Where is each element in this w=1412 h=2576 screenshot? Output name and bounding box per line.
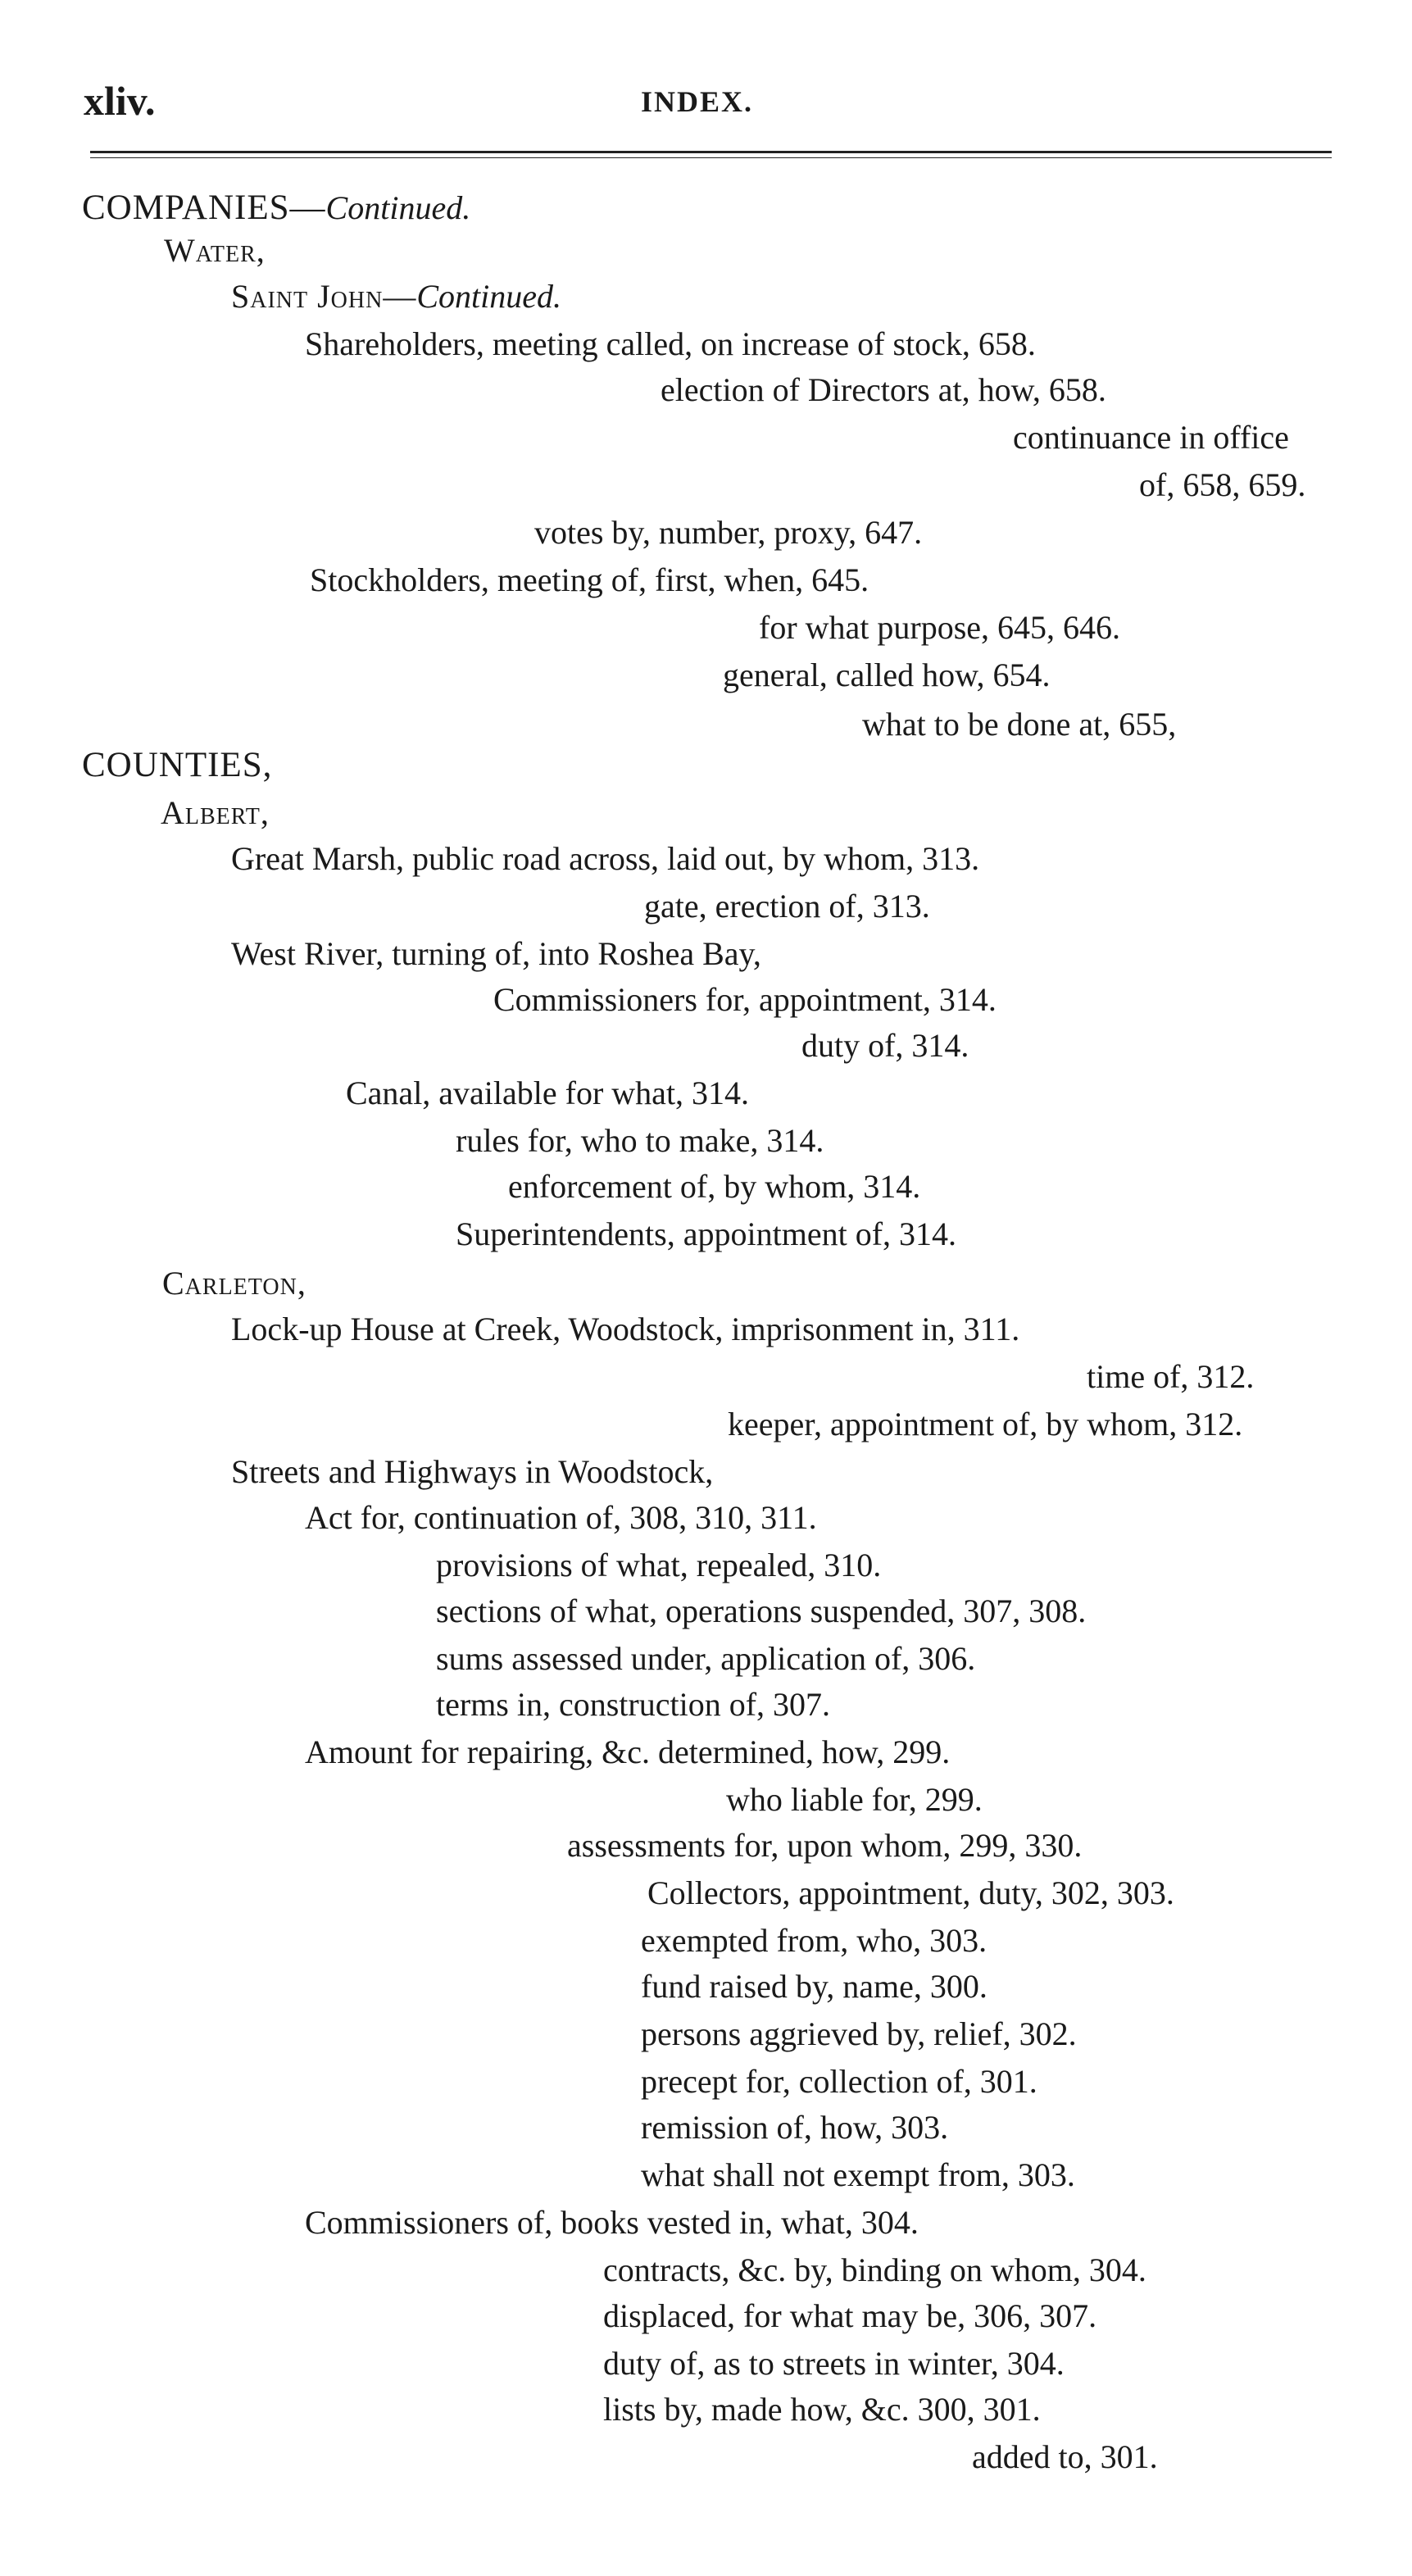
index-entry <box>534 516 922 549</box>
index-entry-text: assessments for, upon whom, 299, 330. <box>567 1827 1083 1864</box>
index-entry <box>436 1549 881 1582</box>
index-entry <box>436 1642 975 1675</box>
index-entry-text: terms in, construction of, 307. <box>436 1686 831 1723</box>
index-entry <box>82 747 272 783</box>
index-entry <box>603 2297 1097 2334</box>
index-entry <box>305 1499 817 1536</box>
index-entry <box>346 1074 750 1111</box>
index-entry-text: Collectors, appointment, duty, 302, 303. <box>647 1874 1174 1911</box>
index-entry <box>305 325 1036 362</box>
index-entry-text: time of, 312. <box>1087 1358 1255 1395</box>
index-entry-text: Shareholders, meeting called, on increase of stock, 658. <box>305 325 1036 362</box>
index-entry-text: duty of, 314. <box>801 1027 969 1064</box>
index-entry-text: lists by, made how, &c. 300, 301. <box>603 2391 1041 2428</box>
index-cont-text: Continued. <box>416 278 562 315</box>
index-entry <box>231 935 761 972</box>
index-entry-text: of, 658, 659. <box>1139 466 1306 503</box>
index-cont-text: Continued. <box>325 189 471 226</box>
index-entry <box>641 1924 987 1957</box>
index-entry-text: Amount for repairing, &c. determined, how, 299. <box>305 1733 951 1770</box>
index-entry <box>161 794 270 831</box>
index-smallcaps-text: Carleton, <box>162 1265 306 1302</box>
header-rule <box>90 151 1332 153</box>
index-entry <box>436 1592 1087 1629</box>
index-entry <box>164 234 266 267</box>
index-heading-text: COMPANIES— <box>82 189 326 227</box>
index-entry <box>1013 421 1289 454</box>
index-entry-text: fund raised by, name, 300. <box>641 1968 987 2005</box>
index-entry <box>862 708 1176 741</box>
index-entry-text: remission of, how, 303. <box>641 2109 949 2146</box>
index-entry-text: displaced, for what may be, 306, 307. <box>603 2297 1097 2334</box>
index-entry <box>456 1215 957 1252</box>
index-entry-text: added to, 301. <box>972 2438 1158 2475</box>
index-entry <box>801 1029 969 1062</box>
header-rule-thin <box>90 157 1332 158</box>
index-entry <box>305 2206 919 2239</box>
index-entry <box>759 611 1120 644</box>
index-entry-text: sums assessed under, application of, 306. <box>436 1640 976 1677</box>
index-entry <box>1139 466 1306 503</box>
index-entry-text: Lock-up House at Creek, Woodstock, imprisonment in, 311. <box>231 1311 1020 1347</box>
index-entry-text: what to be done at, 655, <box>862 706 1177 743</box>
index-entry-text: votes by, number, proxy, 647. <box>534 514 923 551</box>
index-entry <box>641 2015 1077 2052</box>
index-entry-text: provisions of what, repealed, 310. <box>436 1547 882 1583</box>
index-entry <box>641 1970 987 2003</box>
index-heading-text: COUNTIES, <box>82 746 273 784</box>
index-entry <box>641 2065 1037 2098</box>
index-entry <box>310 561 869 598</box>
index-entry <box>641 2156 1075 2193</box>
index-entry <box>647 1874 1174 1911</box>
index-entry-text: sections of what, operations suspended, 307, 308. <box>436 1592 1087 1629</box>
index-entry <box>231 1313 1019 1346</box>
index-entry-text: Commissioners of, books vested in, what, 304. <box>305 2204 919 2241</box>
index-entry <box>508 1170 920 1203</box>
index-entry-text: Canal, available for what, 314. <box>346 1074 750 1111</box>
index-entry-text: Stockholders, meeting of, first, when, 645. <box>310 561 869 598</box>
index-entry-text: for what purpose, 645, 646. <box>759 609 1121 646</box>
index-entry <box>231 280 561 313</box>
index-entry <box>305 1733 951 1770</box>
index-entry-text: exempted from, who, 303. <box>641 1922 987 1959</box>
index-entry <box>82 190 470 225</box>
index-entry-text: what shall not exempt from, 303. <box>641 2156 1075 2193</box>
index-smallcaps-text: Albert, <box>161 794 270 831</box>
index-entry-text: duty of, as to streets in winter, 304. <box>603 2345 1065 2382</box>
index-entry <box>162 1267 306 1300</box>
index-entry-text: Act for, continuation of, 308, 310, 311. <box>305 1499 817 1536</box>
index-entry <box>723 656 1051 693</box>
index-entry <box>456 1124 824 1157</box>
index-entry <box>972 2438 1158 2475</box>
index-entry <box>436 1688 830 1721</box>
index-entry-text: West River, turning of, into Roshea Bay, <box>231 935 761 972</box>
index-entry <box>603 2393 1041 2426</box>
index-smallcaps-text: Water, <box>164 232 266 269</box>
index-entry <box>728 1408 1242 1441</box>
index-entry <box>1087 1358 1255 1395</box>
index-entry <box>603 2347 1065 2380</box>
index-entry-text: Commissioners for, appointment, 314. <box>493 981 997 1018</box>
index-entry <box>231 1453 714 1490</box>
index-entry-text: general, called how, 654. <box>723 656 1051 693</box>
index-entry-text: rules for, who to make, 314. <box>456 1122 824 1159</box>
index-entry-text: Great Marsh, public road across, laid out, by whom, 313. <box>231 840 980 877</box>
index-entry-text: gate, erection of, 313. <box>644 888 930 925</box>
index-entry-text: enforcement of, by whom, 314. <box>508 1168 921 1205</box>
index-entry <box>726 1783 983 1816</box>
index-entry-text: keeper, appointment of, by whom, 312. <box>728 1406 1243 1442</box>
index-entry-text: contracts, &c. by, binding on whom, 304. <box>603 2251 1146 2288</box>
index-entry <box>603 2251 1146 2288</box>
index-smallcaps-text: Saint John— <box>231 278 417 315</box>
index-entry <box>493 981 997 1018</box>
index-entry <box>231 840 980 877</box>
index-entry <box>661 371 1106 408</box>
page-number: xliv. <box>84 78 156 124</box>
index-entry-text: persons aggrieved by, relief, 302. <box>641 2015 1077 2052</box>
index-entry-text: Streets and Highways in Woodstock, <box>231 1453 714 1490</box>
index-entry <box>644 890 930 923</box>
index-entry-text: precept for, collection of, 301. <box>641 2063 1037 2100</box>
running-head: INDEX. <box>641 85 754 118</box>
index-entry-text: election of Directors at, how, 658. <box>661 371 1106 408</box>
index-entry <box>567 1829 1082 1862</box>
index-entry-text: who liable for, 299. <box>726 1781 983 1818</box>
index-entry <box>641 2111 948 2144</box>
index-entry-text: continuance in office <box>1013 419 1289 456</box>
index-entry-text: Superintendents, appointment of, 314. <box>456 1215 957 1252</box>
